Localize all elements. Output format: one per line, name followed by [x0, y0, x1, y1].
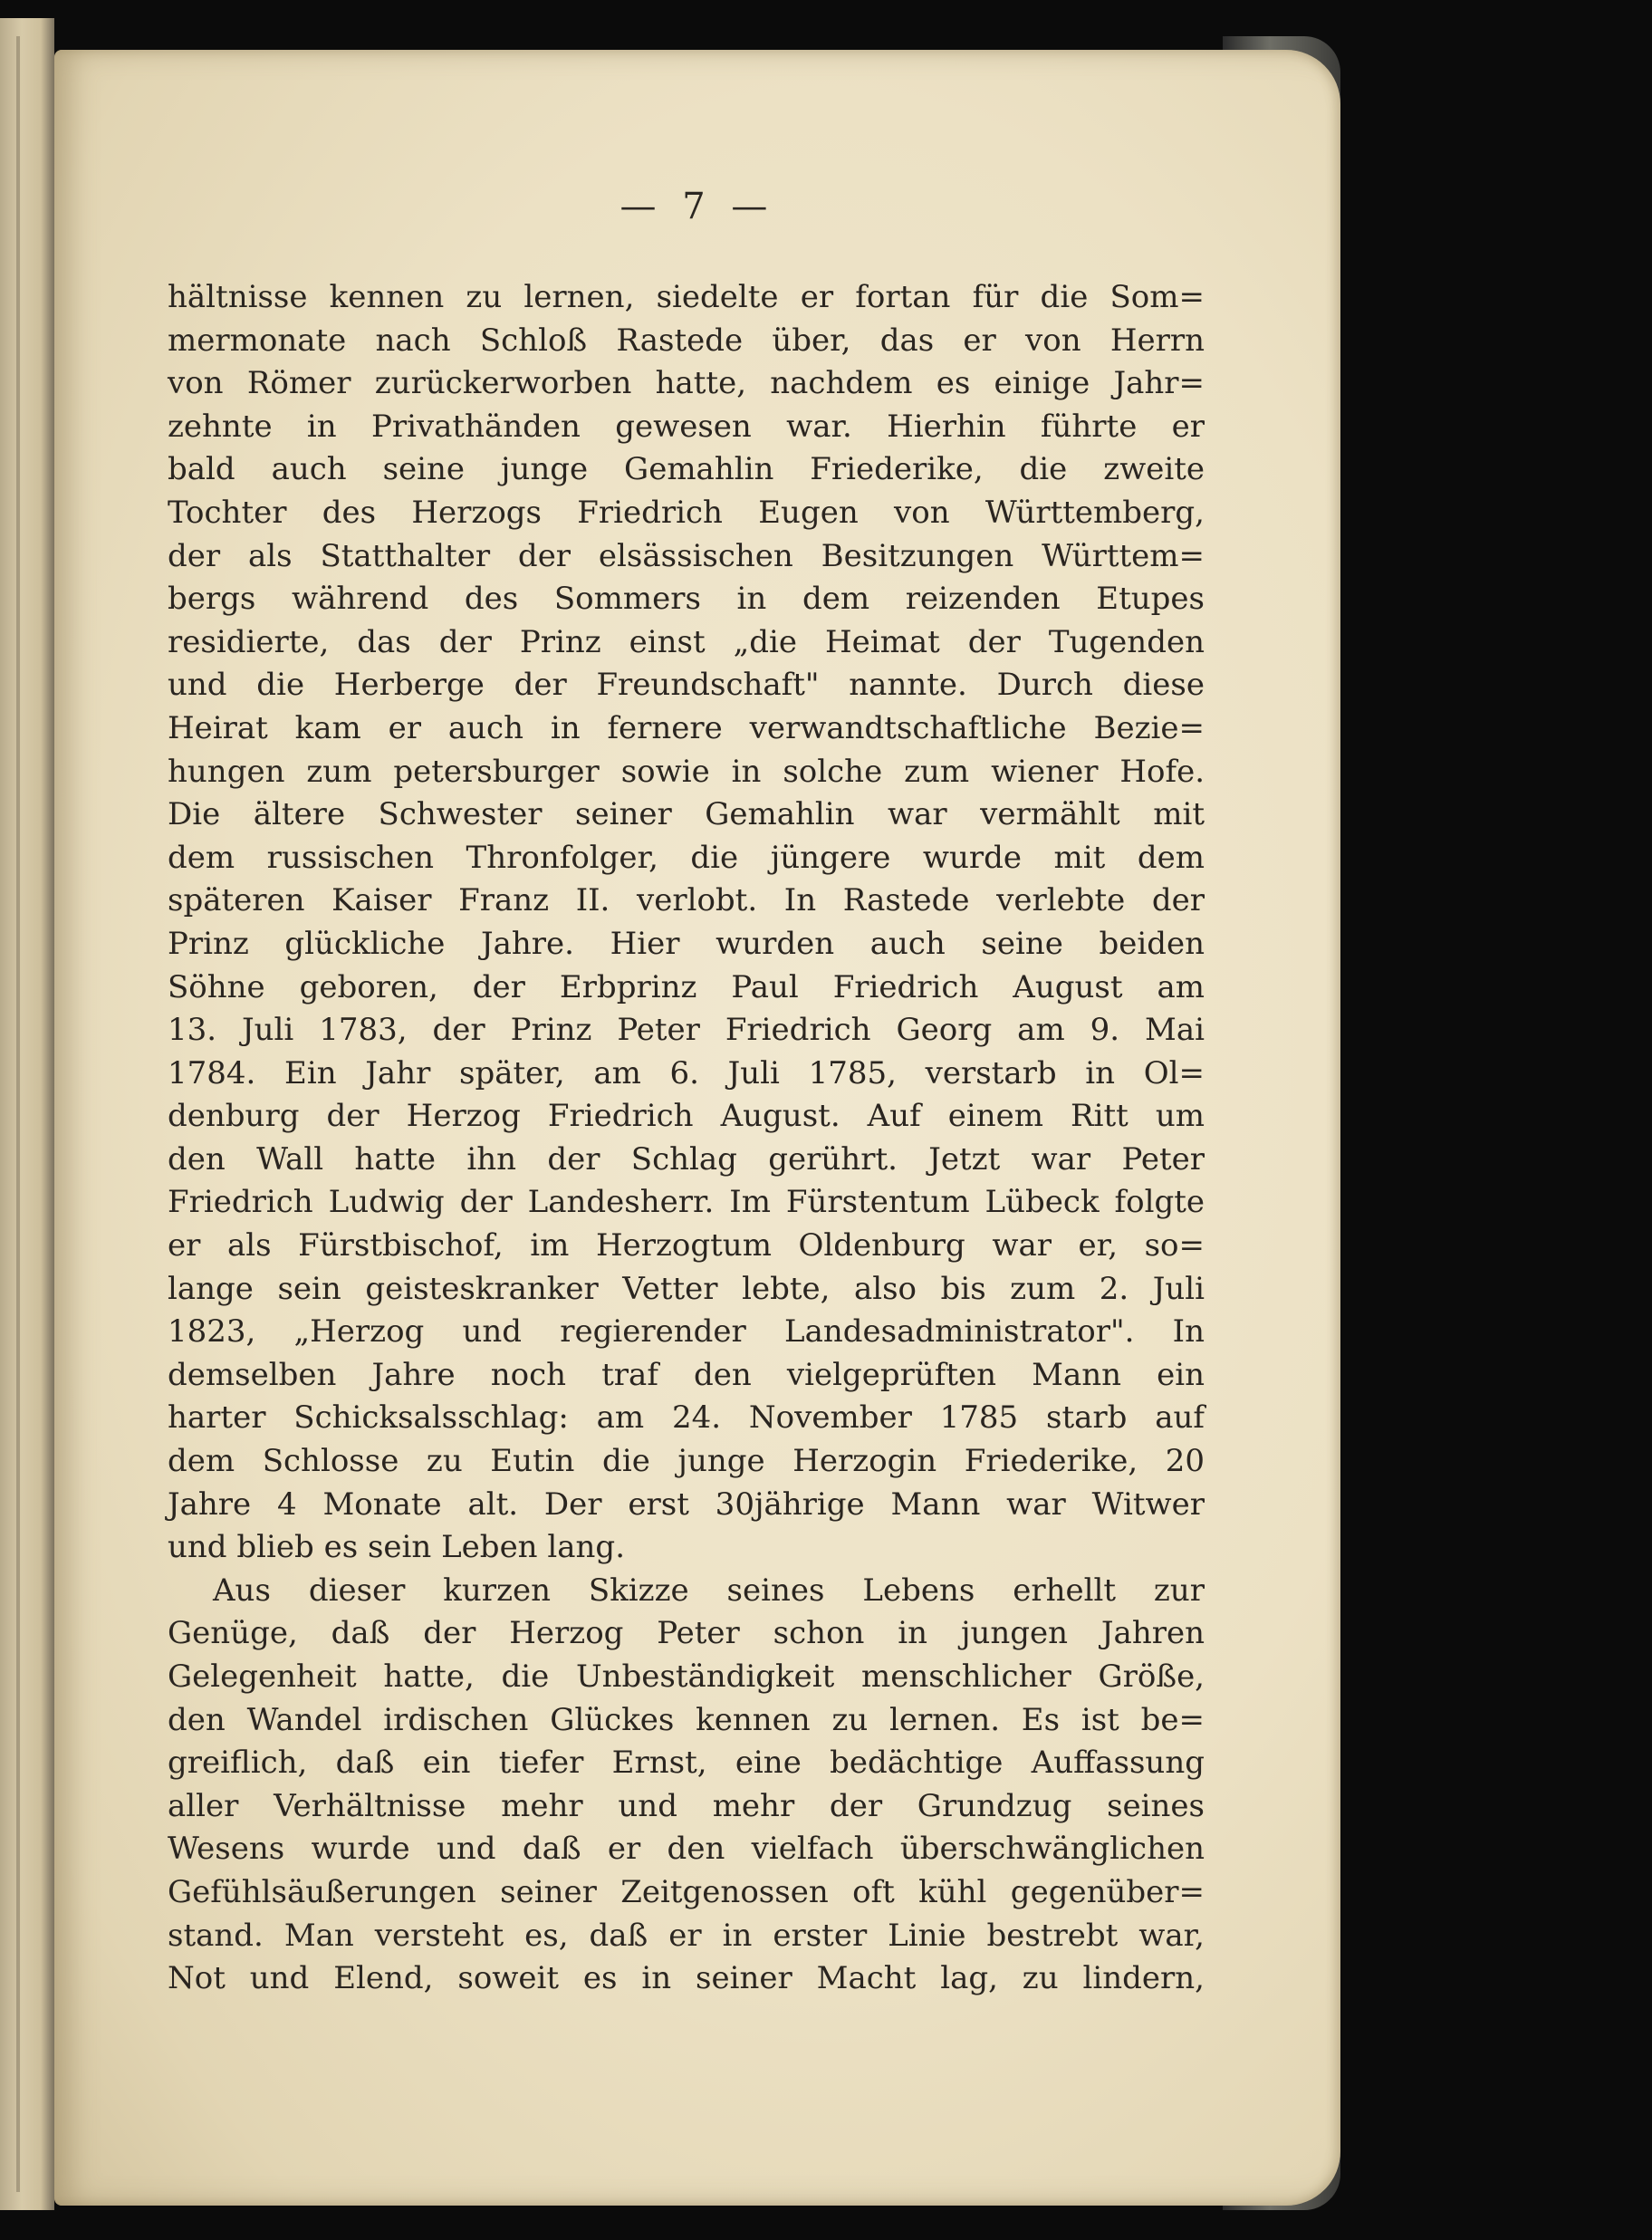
text-line: bergs während des Sommers in dem reizenden Etupes	[168, 581, 1205, 618]
text-line: 1784. Ein Jahr später, am 6. Juli 1785, verstarb in Ol=	[168, 1054, 1205, 1091]
text-line: zehnte in Privathänden gewesen war. Hierhin führte er	[168, 408, 1205, 445]
text-line: demselben Jahre noch traf den vielgeprüften Mann ein	[168, 1356, 1205, 1393]
text-line: mermonate nach Schloß Rastede über, das er von Herrn	[168, 322, 1205, 359]
page-number: — 7 —	[620, 186, 775, 227]
text-line: den Wall hatte ihn der Schlag gerührt. Jetzt war Peter	[168, 1140, 1205, 1178]
text-line: Prinz glückliche Jahre. Hier wurden auch seine beiden	[168, 925, 1205, 962]
text-line: hältnisse kennen zu lernen, siedelte er fortan für die Som=	[168, 279, 1205, 315]
body-text	[168, 276, 1205, 2001]
text-line: Not und Elend, soweit es in seiner Macht lag, zu lindern,	[168, 1960, 1205, 1997]
text-line: Heirat kam er auch in fernere verwandtschaftliche Bezie=	[168, 709, 1205, 746]
text-line: späteren Kaiser Franz II. verlobt. In Rastede verlebte der	[168, 882, 1205, 919]
text-line: Die ältere Schwester seiner Gemahlin war vermählt mit	[168, 796, 1205, 833]
text-line: 1823, „Herzog und regierender Landesadministrator". In	[168, 1313, 1205, 1351]
text-line: Tochter des Herzogs Friedrich Eugen von Württemberg,	[168, 494, 1205, 531]
text-line: Gefühlsäußerungen seiner Zeitgenossen oft kühl gegenüber=	[168, 1873, 1205, 1910]
text-line: residierte, das der Prinz einst „die Heimat der Tugenden	[168, 623, 1205, 660]
text-line: er als Fürstbischof, im Herzogtum Oldenburg war er, so=	[168, 1227, 1205, 1264]
text-line: Genüge, daß der Herzog Peter schon in jungen Jahren	[168, 1615, 1205, 1652]
text-line: und die Herberge der Freundschaft" nannte. Durch diese	[168, 667, 1205, 704]
text-line: Friedrich Ludwig der Landesherr. Im Fürstentum Lübeck folgte	[168, 1184, 1205, 1221]
text-line: dem russischen Thronfolger, die jüngere wurde mit dem	[168, 839, 1205, 876]
text-line: aller Verhältnisse mehr und mehr der Grundzug seines	[168, 1787, 1205, 1824]
text-line: dem Schlosse zu Eutin die junge Herzogin Friederike, 20	[168, 1443, 1205, 1480]
text-line: und blieb es sein Leben lang.	[168, 1529, 626, 1566]
text-line: von Römer zurückerworben hatte, nachdem es einige Jahr=	[168, 365, 1205, 402]
text-line: Wesens wurde und daß er den vielfach überschwänglichen	[168, 1831, 1205, 1868]
text-line: Söhne geboren, der Erbprinz Paul Friedrich August am	[168, 968, 1205, 1005]
text-line: lange sein geisteskranker Vetter lebte, also bis zum 2. Juli	[168, 1270, 1205, 1307]
spine-line	[16, 36, 20, 2192]
text-line: greiflich, daß ein tiefer Ernst, eine bedächtige Auffassung	[168, 1745, 1205, 1782]
text-line: stand. Man versteht es, daß er in erster Linie bestrebt war,	[168, 1917, 1205, 1954]
text-line: bald auch seine junge Gemahlin Friederike, die zweite	[168, 451, 1205, 488]
left-page-edge	[0, 18, 54, 2210]
text-line: der als Statthalter der elsässischen Besitzungen Württem=	[168, 537, 1205, 574]
text-line: denburg der Herzog Friedrich August. Auf einem Ritt um	[168, 1098, 1205, 1135]
text-line: harter Schicksalsschlag: am 24. November 1785 starb auf	[168, 1399, 1205, 1437]
text-line: Aus dieser kurzen Skizze seines Lebens erhellt zur	[213, 1572, 1205, 1609]
text-line: 13. Juli 1783, der Prinz Peter Friedrich Georg am 9. Mai	[168, 1012, 1205, 1049]
text-line: hungen zum petersburger sowie in solche zum wiener Hofe.	[168, 753, 1205, 790]
text-line: den Wandel irdischen Glückes kennen zu lernen. Es ist be=	[168, 1701, 1205, 1738]
book-page	[54, 50, 1340, 2206]
text-line: Jahre 4 Monate alt. Der erst 30jährige Mann war Witwer	[168, 1485, 1205, 1523]
text-line: Gelegenheit hatte, die Unbeständigkeit menschlicher Größe,	[168, 1658, 1205, 1695]
